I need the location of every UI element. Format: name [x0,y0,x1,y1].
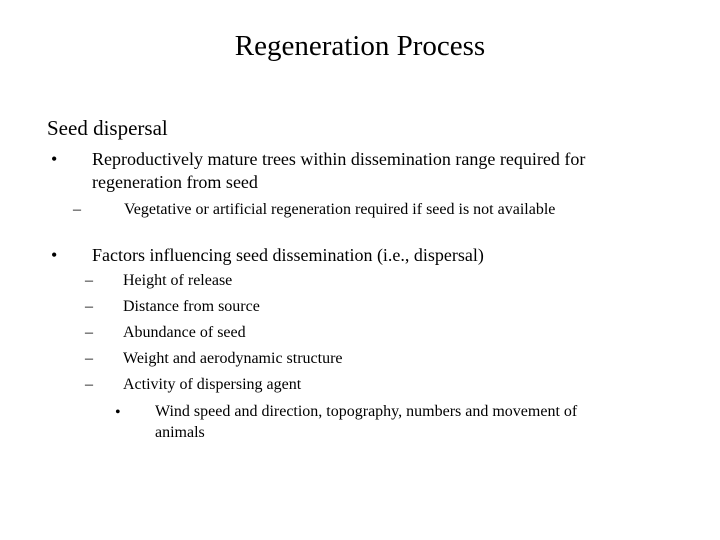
bullet-2-sub-item: Distance from source [123,298,260,315]
bullet-2-text: Factors influencing seed dissemination (i.e., dispersal) [92,245,484,265]
bullet-2-sub-item: Height of release [123,272,233,289]
sub-sub-bullet-text [155,401,577,443]
bullet-2-sub-marker: – [85,272,93,289]
bullet-1-text [92,148,585,194]
section-heading: Seed dispersal [47,116,168,140]
bullet-2-sub-item: Abundance of seed [123,324,246,341]
bullet-1-line-2: regeneration from seed [92,172,258,192]
sub-sub-bullet-line-2: animals [155,424,205,441]
bullet-2-sub-marker: – [85,376,93,393]
bullet-2-sub-marker: – [85,324,93,341]
bullet-1-sub-text: Vegetative or artificial regeneration required if seed is not available [124,201,556,218]
bullet-1-sub-marker: – [73,201,81,218]
bullet-2-sub-item: Activity of dispersing agent [123,376,302,393]
bullet-2-marker: • [51,245,58,265]
bullet-2-sub-marker: – [85,298,93,315]
bullet-1-marker: • [51,149,58,169]
sub-sub-bullet-marker: • [115,404,121,421]
bullet-2-sub-marker: – [85,350,93,367]
bullet-1-line-1: Reproductively mature trees within dissemination range required for [92,149,586,169]
sub-sub-bullet-line-1: Wind speed and direction, topography, numbers and movement of [155,403,578,420]
slide-title: Regeneration Process [234,30,486,62]
bullet-2-sub-item: Weight and aerodynamic structure [123,350,343,367]
